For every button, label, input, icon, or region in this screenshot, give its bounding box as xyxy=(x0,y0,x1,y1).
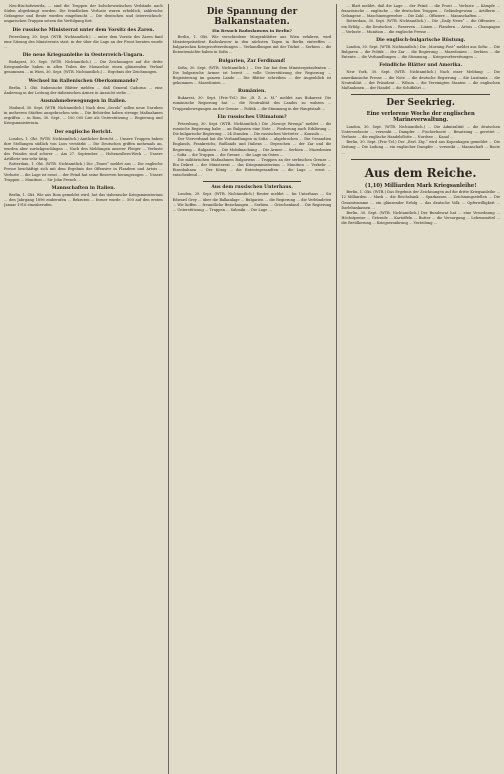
headline: Der Seekrieg. xyxy=(386,98,455,109)
article-paragraph: London, 29. Sept. (WTB. Nichtamtlich.) Reuter meldet ... Im Unterhaus ... Sir Edward Grey ... über die Balkanlage ... Bulgarien ... die Regierung ... die Verbündeten ... Wir hoffen ... freundliche Beziehungen ... Serbien ... Griechenland ... Die Regierung ... Unterstützung ... Truppen ... Saloniki ... Die Lage ... xyxy=(172,192,332,212)
article-paragraph: Berlin, 30. Sept. (WTB. Nichtamtlich.) Der Bundesrat hat ... eine Verordnung ... Höchstpreise ... Getreide ... Kartoffeln ... Butter ... die Versorgung ... Lebensmittel ... die Bevölkerung ... Kriegsernährung ... Verteilung ... xyxy=(341,210,501,226)
article-paragraph: Berlin, 1. Okt. (WTB.) Das Ergebnis der Zeichnungen auf die dritte Kriegsanleihe ... 12 Milliarden ... Mark ... die Reichsbank ... Sparkassen ... Zeichnungsstellen ... Die Gesamtsumme ... ein glänzender Erfolg ... das deutsche Volk ... Opferwilligkeit ... Darlehnskassen ... xyxy=(341,190,501,210)
subheadline: (1,10) Milliarden Mark Kriegsanleihe! xyxy=(364,182,477,189)
subheadline: Ein Besuch Radoslawows in Berlin? xyxy=(212,28,292,33)
section-heading: Feindliche Blätter und Amerika. xyxy=(379,63,463,69)
article-paragraph: Die militärischen Maßnahmen Bulgariens ... Truppen an der serbischen Grenze ... Ein Dekret ... der Ministerrat ... das Kriegsministerium ... Munition ... Verkehr ... Eisenbahnen ... Der König ... die Ententegesandten ... die Lage ... ernst ... entscheidend ... xyxy=(172,157,332,178)
column-left xyxy=(4,4,163,774)
article-paragraph: Berlin, 1. Okt. Italienische Blätter melden ... daß General Cadorna ... eine Änderung in der Leitung der italienischen Armee in Aussicht stehe ... xyxy=(4,85,163,95)
article-paragraph: Berlin, 1. Okt. Wie aus Rom gemeldet wird, hat das italienische Kriegsministerium ... den Jahrgang 1896 einberufen ... Rekruten ... ferner wurde ... 500 auf den ersten Januar 1916 einzuberufen. xyxy=(4,192,163,208)
article-paragraph: Budapest, 30. Sept. (WTB. Nichtamtlich.) ... Die Zeichnungen auf die dritte Kriegsanleihe haben in allen Teilen der Monarchie einen glänzenden Verlauf genommen ... in Wien, 30. Sept. (WTB. Nichtamtlich.) ... Ergebnis der Zeichnungen. xyxy=(4,60,163,75)
article-paragraph: Berlin, 30. Sept. (Priv.-Tel.) Der „Berl. Ztg.“ wird aus Kopenhagen gemeldet ... Die Zeitung ... Die Ladung ... ein englischer Dampfer ... versenkt ... Mannschaft ... Boote ... xyxy=(341,140,501,155)
divider xyxy=(203,181,302,182)
column-middle xyxy=(168,4,332,774)
section-title: Aus dem Reiche. xyxy=(364,165,477,180)
section-heading: Wechsel im italienischen Oberkommando? xyxy=(28,78,139,84)
article-paragraph: Mailand, 30. Sept. (WTB. Nichtamtlich.) Nach dem „Secolo“ sollen neue Unruhen in mehreren Städten ausgebrochen sein ... Die Behörden haben strenge Maßnahmen ergriffen ... in Rom, 30. Sept. ... 100 000 Lire als Unterstützung ... Regierung und Kriegsministerium. xyxy=(4,105,163,126)
section-heading: Die russische Ministerrat unter dem Vorsitz des Zaren. xyxy=(12,27,155,33)
article-paragraph: London, 1. Okt. (WTB. Nichtamtlich.) Amtlicher Bericht ... Unsere Truppen haben ihre Stellungen südlich von Loos verstärkt ... Die Deutschen griffen mehrmals an, wurden aber zurückgeschlagen ... Nach den Meldungen unserer Flieger ... Verluste des Feindes sind schwer ... Am 27. September ... Hohenzollern-Werk ... Unsere Artillerie war sehr tätig. xyxy=(4,136,163,162)
article-paragraph: Neu-Bischofswerda, ... sind die Truppen der bolschewistischen Verbände nach Süden abgedrängt worden. Die feindlichen Verluste waren erheblich, zahlreiche Gefangene und Beute wurden eingebracht ... Die deutschen und österreichisch-ungarischen Truppen setzen die Verfolgung fort. xyxy=(4,4,163,24)
section-heading: Die englisch-bulgarische Rüstung. xyxy=(376,37,466,43)
section-heading: Ausnahmebewegungen in Italien. xyxy=(40,98,127,104)
column-right xyxy=(336,4,500,774)
article-paragraph: Sofia, 30. Sept. (WTB. Nichtamtlich.) ... Der Zar hat dem Ministerpräsidenten ... Die bulgarische Armee ist bereit ... volle Unterstützung der Regierung ... Begeisterung im ganzen Lande ... Die Blätter schreiben ... der Augenblick ist gekommen ... Mazedonien ... xyxy=(172,65,332,86)
section-heading: Mannschaften in Italien. xyxy=(51,185,116,191)
article-paragraph: Petersburg, 30. Sept. (WTB. Nichtamtlich.) ... unter dem Vorsitz des Zaren fand eine Sitzung des Ministerrats statt, in der über die Lage an der Front beraten wurde ... xyxy=(4,34,163,49)
divider xyxy=(351,94,490,95)
headline: Die Spannung der Balkanstaaten. xyxy=(206,7,298,27)
article-paragraph: Petersburg, 30. Sept. (WTB. Nichtamtlich.) Die „Nowoje Wremja“ meldet ... die russische Regierung habe ... an Bulgarien eine Note ... Forderung nach Erklärung ... Die bulgarische Regierung ... 24 Stunden ... Die russischen Vertreter ... Konsuln ... xyxy=(172,121,332,137)
subheadline: Eine verlorene Woche der englischen Marineverwaltung. xyxy=(366,111,475,124)
article-paragraph: Rotterdam, 1. Okt. (WTB. Nichtamtlich.) Die „Times“ meldet aus ... Die englische Presse beschäftigt sich mit dem Ergebnis der Offensive in Flandern und Artois ... Verluste ... die Lage ist ernst ... der Feind hat seine Reserven herangezogen ... Unsere Truppen ... Munition ... Sir John French ... xyxy=(4,162,163,182)
divider xyxy=(351,159,490,160)
article-paragraph: New York, 30. Sept. (WTB. Nichtamtlich.) Nach einer Meldung ... Die amerikanische Presse ... die Note ... die deutsche Regierung ... die Lusitania ... die Neutralität ... der Präsident ... Wilson ... die Vereinigten Staaten ... die englischen Maßnahmen ... der Handel ... die Schiffahrt ... xyxy=(341,70,501,90)
section-heading: Die neue Kriegsanleihe in Oesterreich-Ungarn. xyxy=(22,53,145,59)
article-paragraph: Der Vierverband hat die Verhandlungen in Sofia ... abgebrochen ... Die Gesandten Englands, Frankreichs, Rußlands und Italiens ... Depeschen ... der Zar und die Regierung ... Bulgarien ... Die Mobilmachung ... Die Armee ... Serbien ... Mazedonien ... Sofia ... die Truppen ... die Grenze ... die Lage im Osten ... xyxy=(172,137,332,157)
section-heading: Rumänien. xyxy=(238,89,266,95)
article-paragraph: Bukarest, 30. Sept. (Priv.-Tel.) Die „B. Z. a. M.“ meldet aus Bukarest: Die rumänische Regierung hat ... die Neutralität des Landes zu wahren ... Truppenbewegungen an der Grenze ... Politik ... die Stimmung in der Hauptstadt ... xyxy=(172,96,332,111)
article-paragraph: London, 30. Sept. (WTB. Nichtamtlich.) Die „Morning Post“ meldet aus Sofia: ... Die Bulgaren ... die Politik ... der Zar ... die Regierung ... Mazedonien ... Serbien ... die Entente ... die Verhandlungen ... die Stimmung ... Kriegsvorbereitungen ... xyxy=(341,44,501,60)
section-heading: Ein russisches Ultimatum? xyxy=(217,114,287,120)
article-paragraph: ... Blatt meldet, daß die Lage ... der Feind ... die Front ... Verluste ... Kämpfe ... französische ... englische ... die deutschen Truppen ... Geländegewinn ... Artillerie ... Gefangene ... Maschinengewehre ... Die Zahl ... Offiziere ... Mannschaften ... xyxy=(341,4,501,19)
article-paragraph: London, 30. Sept. (WTB. Nichtamtlich.) ... Die Admiralität ... die deutschen Unterseeboote ... versenkt ... Dampfer ... Fischerboote ... Besatzung ... gerettet ... Verluste ... die englische Handelsflotte ... Nordsee ... Kanal ... xyxy=(341,124,501,140)
article-paragraph: Rotterdam, 30. Sept. (WTB. Nichtamtlich.) ... Die „Daily News“ ... die Offensive ... ein Erfolg ... die Deutschen ... Reserven ... Linien ... Flandern ... Artois ... Champagne ... Verluste ... Munition ... die englische Presse ... xyxy=(341,19,501,34)
section-heading: Aus dem russischen Unterhaus. xyxy=(211,185,293,191)
section-heading: Bulgarien, Zar Ferdinand! xyxy=(218,58,286,64)
article-paragraph: Berlin, 1. Okt. Wie verschiedene Morgenblätter aus Wien erfahren, wird Ministerpräsident Radoslawow in den nächsten Tagen in Berlin eintreffen ... bulgarischen Kriegsvorbereitungen ... Verhandlungen mit der Türkei ... Serbien ... die Ententemächte haben in Sofia ... xyxy=(172,35,332,55)
section-heading: Der englische Bericht. xyxy=(54,129,113,135)
